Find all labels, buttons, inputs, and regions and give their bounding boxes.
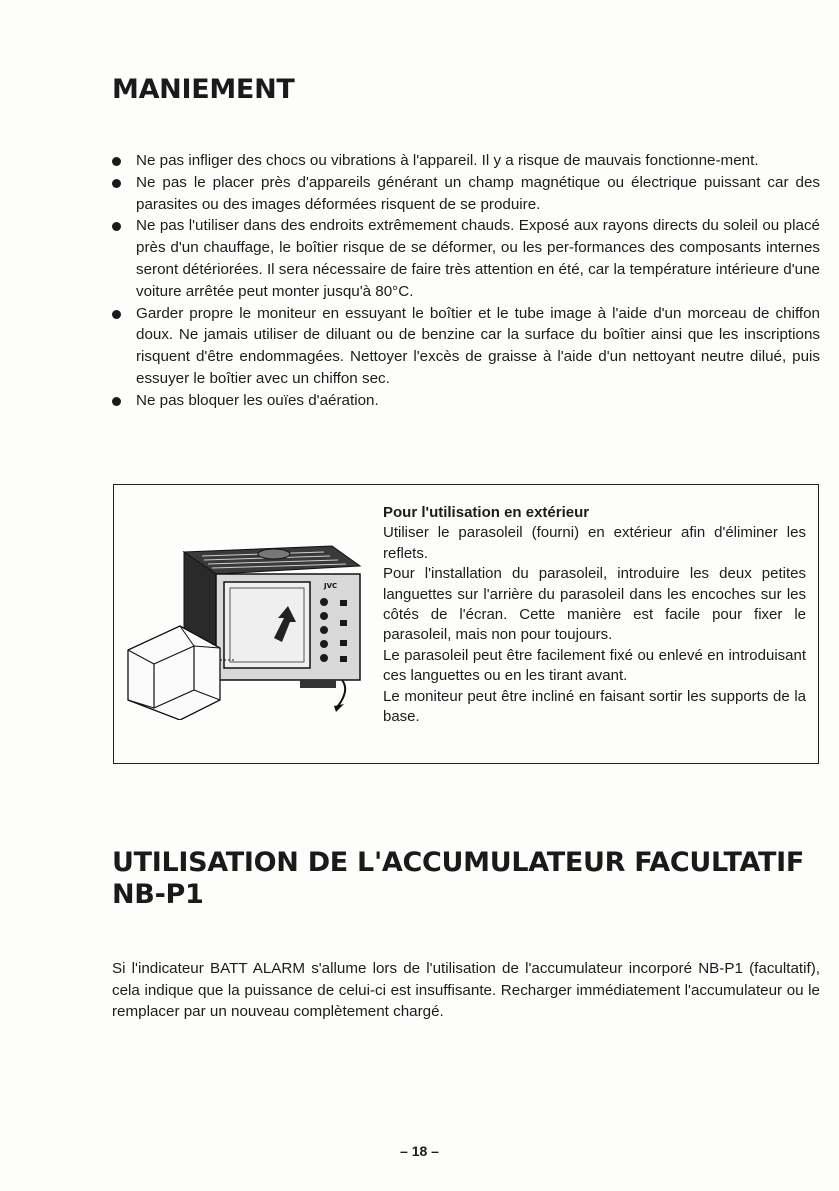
page-number: – 18 –	[400, 1143, 439, 1159]
section-title-accumulateur: UTILISATION DE L'ACCUMULATEUR FACULTATIF NB-P1	[112, 847, 804, 910]
battery-paragraph: Si l'indicateur BATT ALARM s'allume lors de l'utilisation de l'accumulateur incorporé NB-P1 (facultatif), cela indique que la puissance de celui-ci est insuffisante. Recharger immédiatement l'accumulateur ou le remplacer par un nouveau complètement chargé.	[112, 960, 820, 1020]
list-item: Ne pas le placer près d'appareils générant un champ magnétique ou électrique puissant car des parasites ou des images déformées risquent de se produire.	[112, 172, 820, 216]
outdoor-use-box	[113, 484, 819, 764]
outdoor-use-text	[383, 503, 806, 727]
bullet-icon	[112, 310, 121, 319]
bullet-icon	[112, 222, 121, 231]
bullet-icon	[112, 179, 121, 188]
handling-bullet-list	[112, 150, 820, 412]
list-item: Ne pas bloquer les ouïes d'aération.	[112, 390, 820, 412]
outdoor-subtitle: Pour l'utilisation en extérieur	[383, 504, 590, 521]
outdoor-paragraph: Utiliser le parasoleil (fourni) en extérieur afin d'éliminer les reflets.	[383, 524, 806, 562]
outdoor-paragraph: Le moniteur peut être incliné en faisant sortir les supports de la base.	[383, 687, 806, 726]
section-title-maniement: MANIEMENT	[112, 74, 295, 105]
list-item: Ne pas l'utiliser dans des endroits extrêmement chauds. Exposé aux rayons directs du soleil ou placé près d'un chauffage, le boîtier risque de se déformer, ou les per-formances des composants internes seront détériorées. Il sera nécessaire de faire très attention en été, car la température intérieure d'une voiture arrêtée peut monter jusqu'à 80°C.	[112, 215, 820, 302]
bullet-icon	[112, 157, 121, 166]
outdoor-paragraph: Pour l'installation du parasoleil, introduire les deux petites languettes sur l'arrière du parasoleil dans les encoches sur les côtés de l'écran. Cette manière est facile pour fixer le parasoleil, mais non pour toujours.	[383, 565, 806, 644]
list-item: Ne pas infliger des chocs ou vibrations à l'appareil. Il y a risque de mauvais fonctionne-ment.	[112, 150, 820, 172]
list-item: Garder propre le moniteur en essuyant le boîtier et le tube image à l'aide d'un morceau de chiffon doux. Ne jamais utiliser de diluant ou de benzine car la surface du boîtier ainsi que les inscriptions risquent d'être endommagées. Nettoyer l'excès de graisse à l'aide d'un nettoyant neutre dilué, puis essuyer le boîtier avec un chiffon sec.	[112, 303, 820, 390]
monitor-with-sunshade-illustration	[124, 530, 374, 720]
outdoor-paragraph: Le parasoleil peut être facilement fixé ou enlevé en introduisant ces languettes ou en les tirant avant.	[383, 646, 806, 685]
bullet-icon	[112, 397, 121, 406]
brand-logo: JVC	[324, 582, 338, 590]
